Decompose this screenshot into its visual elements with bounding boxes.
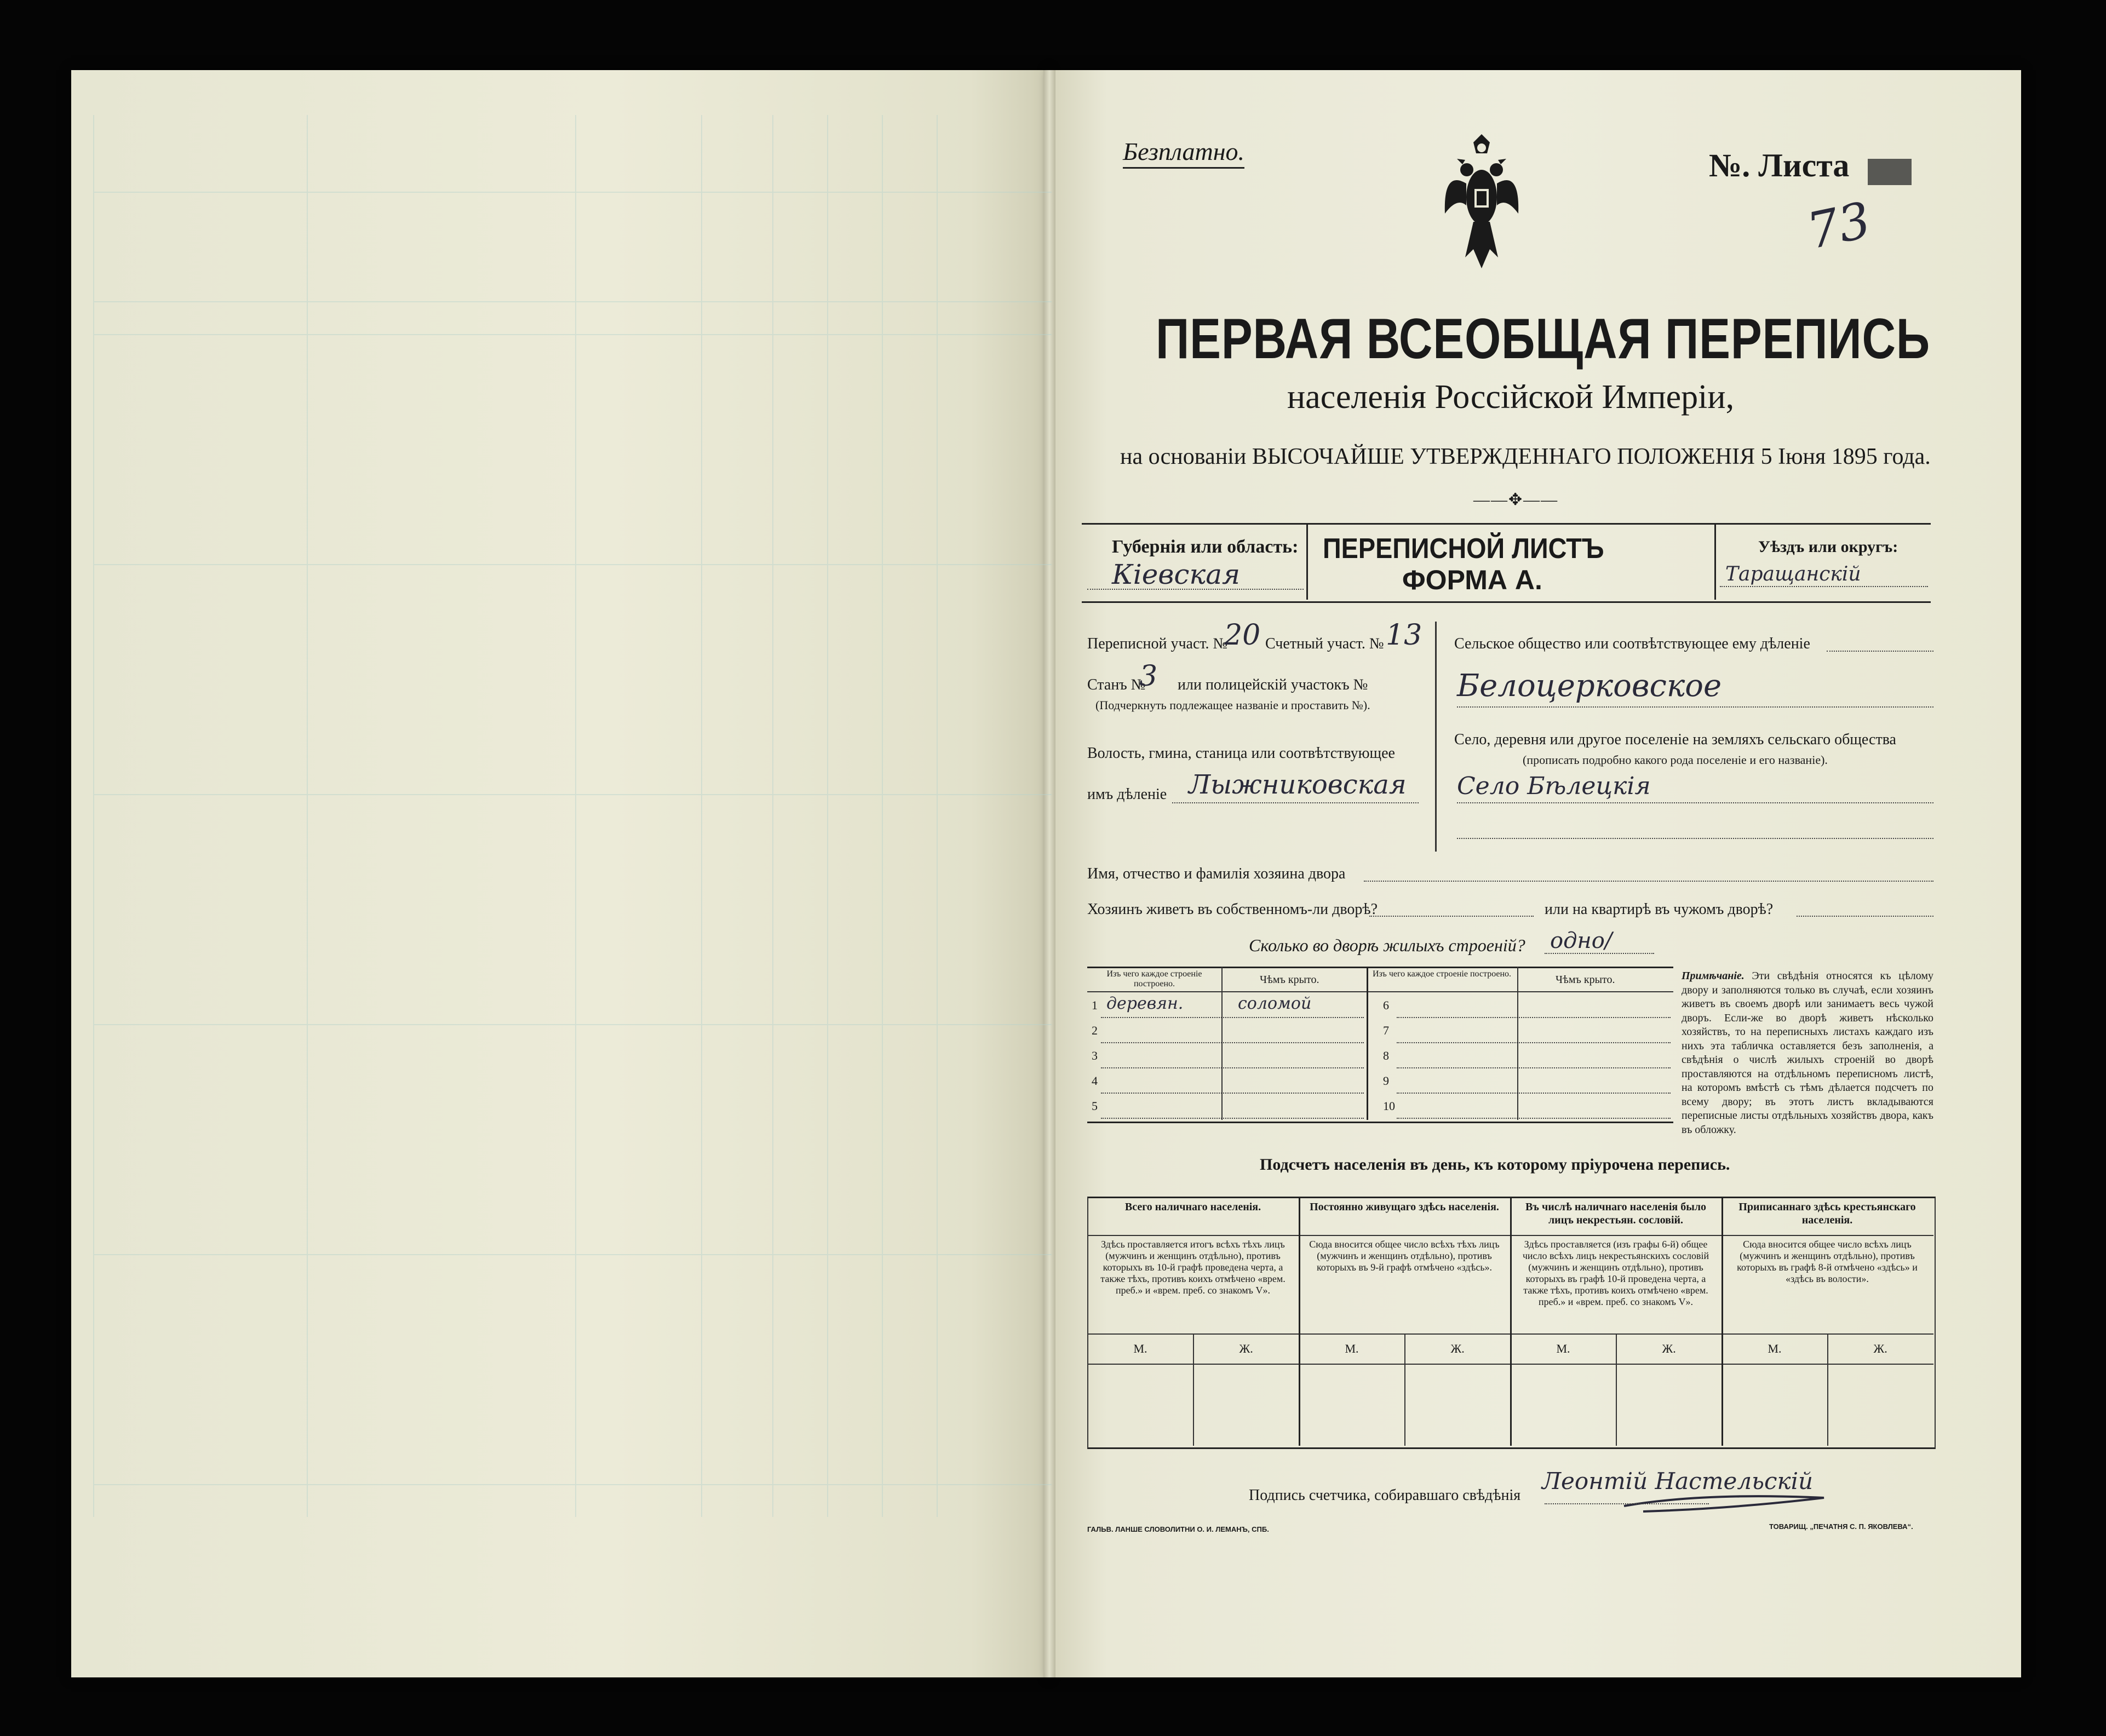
bt-row-number: 3 xyxy=(1092,1049,1098,1062)
bt-row-number: 2 xyxy=(1092,1024,1098,1037)
owner-other-label: или на квартирѣ въ чужомъ дворѣ? xyxy=(1545,901,1774,918)
census-district-value: 20 xyxy=(1224,619,1261,652)
bt-row-roof: соломой xyxy=(1238,994,1312,1013)
village-label: Село, деревня или другое поселеніе на земляхъ сельскаго общества xyxy=(1454,731,1896,748)
volost-value: Лыжниковская xyxy=(1189,769,1407,800)
redaction-mark xyxy=(1868,159,1912,185)
volost-label-1: Волость, гмина, станица или соотвѣтствующее xyxy=(1087,745,1395,762)
police-district-label: или полицейскій участокъ № xyxy=(1178,676,1368,693)
ornament-divider: ——✥—— xyxy=(1473,491,1559,509)
buildings-label: Сколько во дворѣ жилыхъ строеній? xyxy=(1249,935,1525,955)
bt-row-number: 1 xyxy=(1092,998,1098,1012)
form-title-2: ФОРМА А. xyxy=(1402,565,1542,595)
buildings-table xyxy=(1087,967,1673,1123)
society-value: Белоцерковское xyxy=(1457,668,1722,704)
society-label: Сельское общество или соотвѣтствующее ему дѣленіе xyxy=(1454,635,1810,652)
free-label: Безплатно. xyxy=(1123,137,1244,169)
owner-lives-label: Хозяинъ живетъ въ собственномъ-ли дворѣ? xyxy=(1087,901,1378,918)
sheet-number-label: №. Листа xyxy=(1709,147,1850,183)
signature-value: Леонтій Настельскій xyxy=(1542,1468,1814,1494)
population-col-desc: Сюда вносится общее число всѣхъ тѣхъ лицъ (мужчинъ и женщинъ отдѣльно), противъ которыхъ въ 9-й графѣ отмѣчено «здѣсь». xyxy=(1309,1239,1500,1273)
population-col-head: Приписаннаго здѣсь крестьянскаго населенія. xyxy=(1738,1201,1916,1226)
bt-row-material: деревян. xyxy=(1106,994,1184,1013)
bt-row-number: 6 xyxy=(1383,998,1389,1012)
guberniya-value: Кіевская xyxy=(1112,559,1241,590)
bt-row-number: 4 xyxy=(1092,1074,1098,1088)
census-title: ПЕРВАЯ ВСЕОБЩАЯ ПЕРЕПИСЬ xyxy=(1156,307,1930,371)
stan-note: (Подчеркнуть подлежащее названіе и проставить №). xyxy=(1095,698,1370,712)
stan-label: Станъ № xyxy=(1087,676,1146,693)
population-col-head: Всего наличнаго населенія. xyxy=(1124,1201,1261,1213)
guberniya-label: Губернія или область: xyxy=(1112,537,1299,557)
population-col-female: Ж. xyxy=(1450,1342,1465,1355)
note-title: Примѣчаніе. xyxy=(1682,970,1745,982)
bleed-through-grid xyxy=(93,115,1052,1517)
double-headed-eagle-icon xyxy=(1441,131,1523,290)
form-title-1: ПЕРЕПИСНОЙ ЛИСТЪ xyxy=(1323,533,1604,565)
note-block xyxy=(1682,969,1933,1137)
bt-col-roof-right: Чѣмъ крыто. xyxy=(1556,974,1615,986)
population-col-female: Ж. xyxy=(1239,1342,1253,1355)
census-subtitle: населенія Россійской Имперіи, xyxy=(1287,378,1735,416)
village-value: Село Бѣлецкія xyxy=(1457,772,1651,800)
bt-row-number: 7 xyxy=(1383,1024,1389,1037)
bt-col-material-left: Изъ чего каждое строеніе построено. xyxy=(1106,969,1202,988)
population-col-male: М. xyxy=(1768,1342,1782,1355)
volost-label-2: имъ дѣленіе xyxy=(1087,786,1167,803)
population-col-female: Ж. xyxy=(1662,1342,1676,1355)
bt-row-number: 5 xyxy=(1092,1099,1098,1113)
bt-row-number: 10 xyxy=(1383,1099,1395,1113)
census-district-label: Переписной участ. № xyxy=(1087,635,1228,652)
signature-flourish-icon xyxy=(1621,1487,1829,1514)
population-col-desc: Здѣсь проставляется итогъ всѣхъ тѣхъ лицъ (мужчинъ и женщинъ отдѣльно), противъ которыхъ въ 10-й графѣ проведена черта, а также тѣхъ, противъ коихъ отмѣчено «врем. преб.» и «врем. преб. со знакомъ V». xyxy=(1100,1239,1286,1296)
bt-col-roof-left: Чѣмъ крыто. xyxy=(1260,974,1319,986)
population-col-desc: Здѣсь проставляется (изъ графы 6-й) общее число всѣхъ лицъ некрестьянскихъ сословій (мужчинъ и женщинъ отдѣльно), противъ которыхъ въ графѣ 10-й проведена черта, а также тѣхъ, противъ коихъ отмѣчено «врем. преб.» и «врем. преб. со знакомъ V». xyxy=(1522,1239,1709,1307)
population-col-male: М. xyxy=(1345,1342,1359,1355)
bt-row-number: 8 xyxy=(1383,1049,1389,1062)
uezd-value: Таращанскій xyxy=(1725,563,1861,585)
census-basis: на основаніи ВЫСОЧАЙШЕ УТВЕРЖДЕННАГО ПОЛОЖЕНІЯ 5 Іюня 1895 года. xyxy=(1120,444,1931,469)
bt-col-material-right: Изъ чего каждое строеніе построено. xyxy=(1372,969,1512,979)
note-text: Эти свѣдѣнія относятся къ цѣлому двору и заполняются только въ случаѣ, если хозяинъ живетъ въ своемъ дворѣ или занимаетъ весь чужой дворъ. Если-же во дворѣ живетъ нѣсколько хозяйствъ, то на переписныхъ листахъ каждаго изъ нихъ эта табличка оставляется безъ заполненія, а свѣдѣнія о числѣ жилыхъ строеній во дворѣ проставляются на отдѣльномъ переписномъ листѣ, на которомъ вмѣстѣ съ тѣмъ дѣлается подсчетъ по всему двору; въ этотъ листъ вкладываются переписные листы отдѣльныхъ хозяйствъ двора, какъ въ обложку. xyxy=(1682,970,1934,1136)
imprint-left: ГАЛЬВ. ЛАНШЕ СЛОВОЛИТНИ О. И. ЛЕМАНЪ, СПБ. xyxy=(1087,1525,1269,1533)
population-title: Подсчетъ населенія въ день, къ которому пріурочена перепись. xyxy=(1260,1156,1730,1174)
uezd-label: Уѣздъ или округъ: xyxy=(1758,538,1898,556)
village-note: (прописать подробно какого рода поселеніе и его названіе). xyxy=(1523,753,1828,767)
count-district-value: 13 xyxy=(1386,619,1422,652)
buildings-value: одно/ xyxy=(1550,928,1613,953)
bt-row-number: 9 xyxy=(1383,1074,1389,1088)
stan-value: 3 xyxy=(1139,660,1158,693)
population-col-male: М. xyxy=(1556,1342,1570,1355)
population-col-head: Постоянно живущаго здѣсь населенія. xyxy=(1310,1201,1499,1213)
owner-label: Имя, отчество и фамилія хозяина двора xyxy=(1087,865,1346,882)
count-district-label: Счетный участ. № xyxy=(1265,635,1384,652)
sheet-number-value: 73 xyxy=(1802,191,1876,261)
imprint-right: ТОВАРИЩ. „ПЕЧАТНЯ С. П. ЯКОВЛЕВА“. xyxy=(1769,1522,1913,1531)
population-col-desc: Сюда вносится общее число всѣхъ лицъ (мужчинъ и женщинъ отдѣльно), противъ которыхъ въ графѣ 8-й отмѣчено «здѣсь» и «здѣсь въ волости». xyxy=(1737,1239,1918,1284)
population-col-female: Ж. xyxy=(1873,1342,1887,1355)
population-col-head: Въ числѣ наличнаго населенія было лицъ некрестьян. сословій. xyxy=(1525,1201,1707,1226)
population-col-male: М. xyxy=(1133,1342,1147,1355)
signature-label: Подпись счетчика, собиравшаго свѣдѣнія xyxy=(1249,1487,1521,1504)
